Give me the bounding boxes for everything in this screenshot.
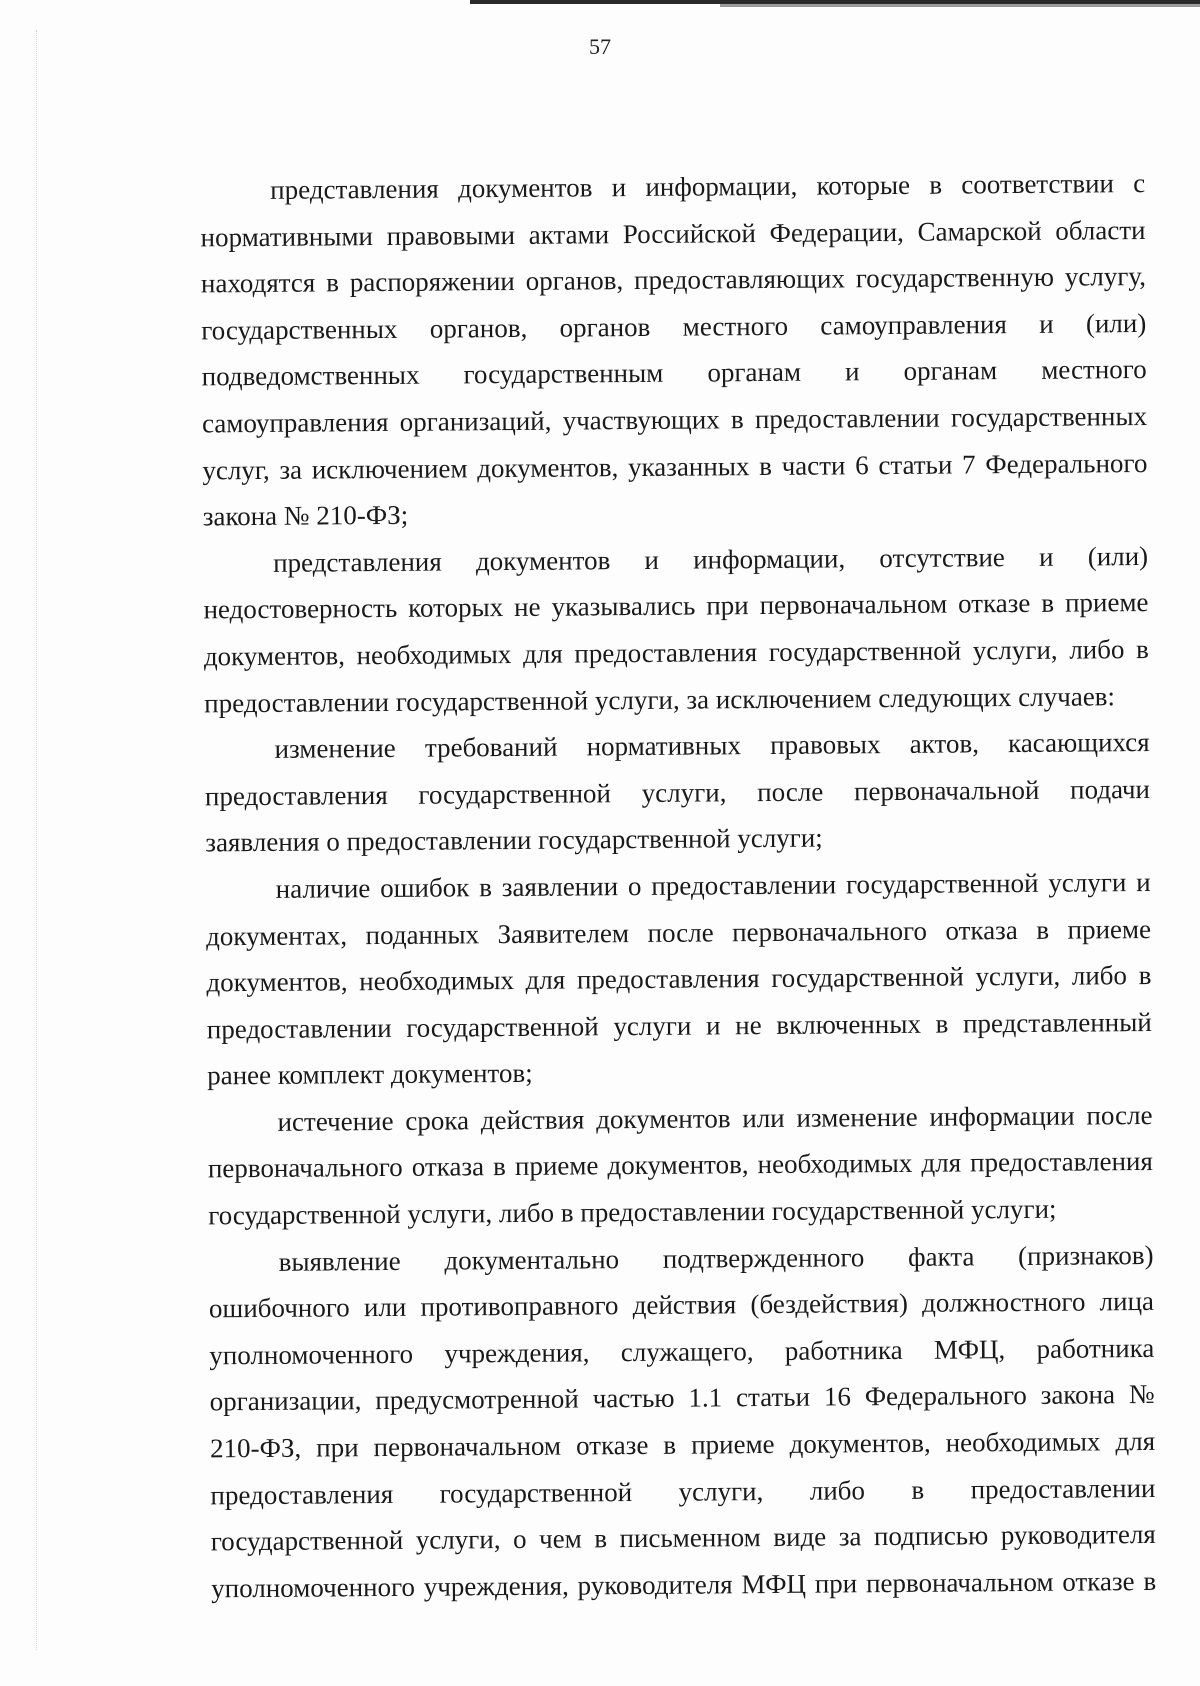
text-line: ранее комплект документов;: [207, 1058, 533, 1091]
text-line: 210-ФЗ, при первоначальном отказе в приеме документов, необходимых для: [209, 1425, 1156, 1464]
text-line: нормативными правовыми актами Российской Федерации, Самарской области: [200, 214, 1146, 253]
text-line: недостоверность которых не указывались при первоначальном отказе в приеме: [203, 587, 1149, 625]
paragraph-first-line: наличие ошибок в заявлении о предоставлении государственной услуги и: [275, 866, 1151, 904]
text-line: уполномоченного учреждения, руководителя МФЦ при первоначальном отказе в: [211, 1565, 1157, 1604]
scan-top-edge-shadow: [720, 4, 1200, 7]
text-line: подведомственных государственным органам и органам местного: [201, 354, 1147, 392]
page-number: 57: [589, 34, 611, 59]
text-line: документах, поданных Заявителем после первоначального отказа в приеме: [205, 913, 1152, 951]
text-line: государственной услуги, либо в предоставлении государственной услуги;: [208, 1193, 1057, 1231]
text-line: первоначального отказа в приеме документов, необходимых для предоставления: [207, 1146, 1153, 1184]
body-text: [0, 160, 1200, 1614]
text-line: закона № 210-ФЗ;: [202, 499, 409, 532]
text-line: государственной услуги, о чем в письменном виде за подписью руководителя: [210, 1519, 1156, 1557]
text-line: ошибочного или противоправного действия (бездействия) должностного лица: [208, 1286, 1155, 1324]
paragraph-first-line: истечение срока действия документов или изменение информации после: [277, 1099, 1153, 1137]
text-line: предоставления государственной услуги, либо в предоставлении: [210, 1472, 1156, 1511]
text-line: государственных органов, органов местного самоуправления и (или): [201, 307, 1147, 346]
text-line: предоставлении государственной услуги и не включенных в представленный: [206, 1006, 1152, 1045]
text-line: предоставлении государственной услуги, за исключением следующих случаев:: [204, 680, 1116, 718]
text-line: услуг, за исключением документов, указанных в части 6 статьи 7 Федерального: [202, 447, 1148, 485]
text-line: документов, необходимых для предоставления государственной услуги, либо в: [206, 960, 1152, 998]
text-line: предоставления государственной услуги, после первоначальной подачи: [204, 773, 1151, 812]
paragraph-first-line: изменение требований нормативных правовых актов, касающихся: [274, 727, 1150, 764]
text-line: документов, необходимых для предоставления государственной услуги, либо в: [203, 633, 1149, 672]
paragraph-first-line: представления документов и информации, отсутствие и (или): [273, 540, 1149, 578]
paragraph-first-line: выявление документально подтвержденного факта (признаков): [278, 1239, 1154, 1277]
text-line: организации, предусмотренной частью 1.1 статьи 16 Федерального закона №: [209, 1379, 1155, 1417]
text-line: заявления о предоставлении государственной услуги;: [205, 822, 823, 858]
paragraph-first-line: представления документов и информации, которые в соответствии с: [270, 167, 1146, 205]
text-line: находятся в распоряжении органов, предоставляющих государственную услугу,: [200, 261, 1147, 299]
text-line: уполномоченного учреждения, служащего, работника МФЦ, работника: [209, 1332, 1155, 1371]
text-line: самоуправления организаций, участвующих в предоставлении государственных: [201, 400, 1148, 439]
